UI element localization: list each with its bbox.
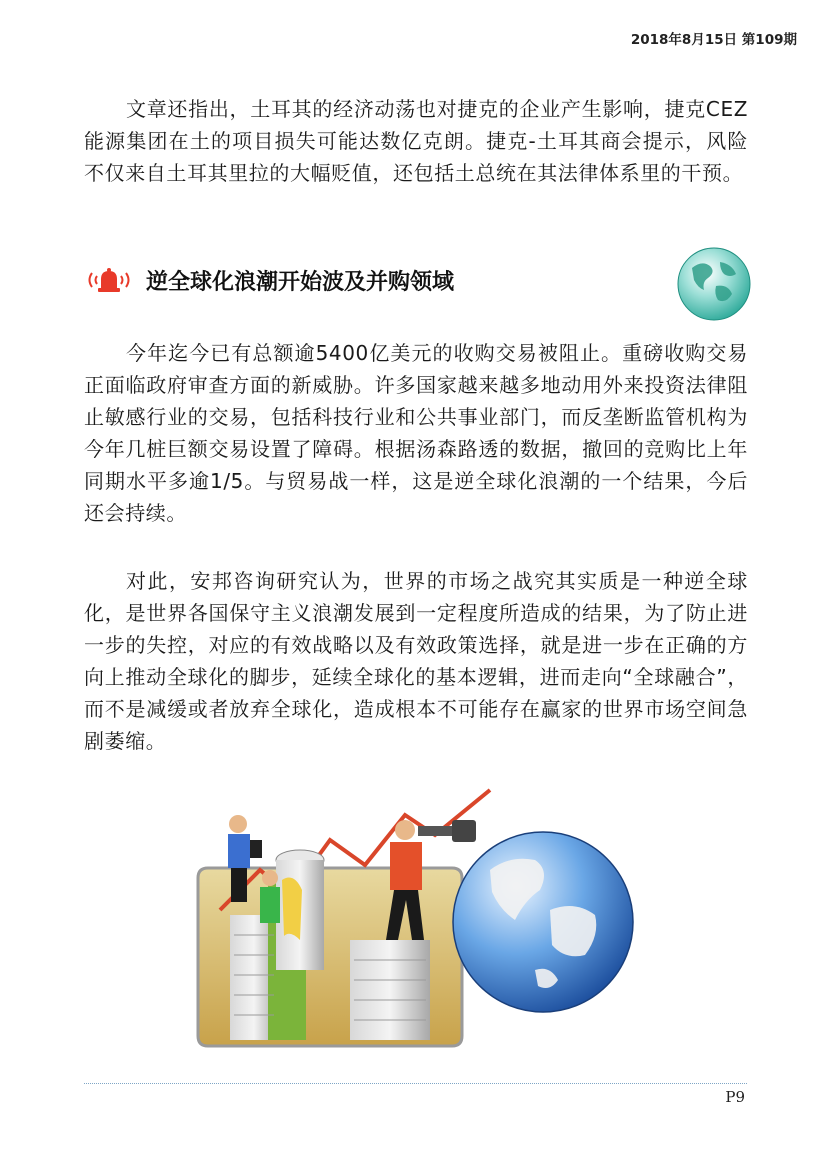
section-heading: 逆全球化浪潮开始波及并购领域 [146,270,455,295]
globe-icon [676,246,752,322]
paragraph-1: 文章还指出，土耳其的经济动荡也对捷克的企业产生影响，捷克CEZ能源集团在土的项目损失可能达数亿克朗。捷克-土耳其商会提示，风险不仅来自土耳其里拉的大幅贬值，还包括土总统在其法律体系里的干预。 [84,97,748,185]
section-heading-row [86,262,686,302]
alarm-bell-icon [86,266,132,294]
paragraph-2: 今年迄今已有总额逾5400亿美元的收购交易被阻止。重磅收购交易正面临政府审查方面的新威胁。许多国家越来越多地动用外来投资法律阻止敏感行业的交易，包括科技行业和公共事业部门，而反垄断监管机构为今年几桩巨额交易设置了障碍。根据汤森路透的数据，撤回的竞购比上年同期水平多逾1/5。与贸易战一样，这是逆全球化浪潮的一个结果，今后还会持续。 [84,341,748,525]
footer-divider [84,1083,747,1084]
business-globe-illustration [190,760,640,1055]
paragraph-3: 对此，安邦咨询研究认为，世界的市场之战究其实质是一种逆全球化，是世界各国保守主义浪潮发展到一定程度所造成的结果，为了防止进一步的失控，对应的有效战略以及有效政策选择，就是进一步在正确的方向上推动全球化的脚步，延续全球化的基本逻辑，进而走向“全球融合”，而不是减缓或者放弃全球化，造成根本不可能存在赢家的世界市场空间急剧萎缩。 [84,569,748,753]
issue-date: 2018年8月15日 第109期 [630,32,797,48]
page-number: P9 [725,1088,745,1106]
